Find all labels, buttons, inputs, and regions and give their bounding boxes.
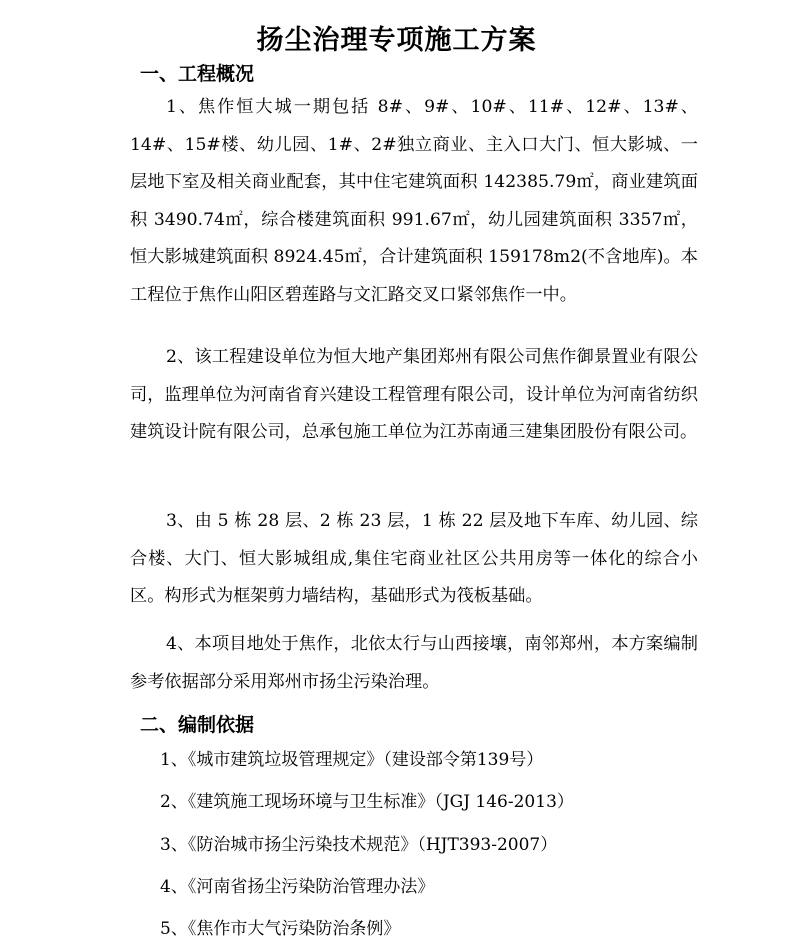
section-heading-basis: 二、编制依据 [140, 714, 255, 736]
overview-paragraph-1-text: 1、焦作恒大城一期包括 8#、9#、10#、11#、12#、13#、14#、15#楼、幼儿园、1#、2#独立商业、主入口大门、恒大影城、一层地下室及相关商业配套，其中住宅建筑面积 142385.79㎡，商业建筑面积 3490.74㎡，综合楼建筑面积 991.67㎡，幼儿园建筑面积 3357㎡，恒大影城建筑面积 8924.45㎡，合计建筑面积 159178m2(不含地库)。本工程位于焦作山阳区碧莲路与文汇路交叉口紧邻焦作一中。 [130, 97, 698, 305]
reference-item: 5、《焦作市大气污染防治条例》 [160, 919, 401, 940]
section-heading-overview: 一、工程概况 [140, 63, 255, 85]
reference-item: 1、《城市建筑垃圾管理规定》（建设部令第139号） [160, 750, 544, 770]
overview-paragraph-3-text: 3、由 5 栋 28 层、2 栋 23 层，1 栋 22 层及地下车库、幼儿园、综合楼、大门、恒大影城组成,集住宅商业社区公共用房等一体化的综合小区。构形式为框架剪力墙结构，基础形式为筏板基础。 [130, 511, 698, 606]
overview-paragraph-2-text: 2、该工程建设单位为恒大地产集团郑州有限公司焦作御景置业有限公司，监理单位为河南省育兴建设工程管理有限公司，设计单位为河南省纺织建筑设计院有限公司，总承包施工单位为江苏南通三建集团股份有限公司。 [130, 347, 698, 442]
reference-item: 4、《河南省扬尘污染防治管理办法》 [160, 876, 435, 897]
overview-paragraph-4 [130, 626, 698, 701]
overview-paragraph-4-text: 4、本项目地处于焦作，北依太行与山西接壤，南邻郑州，本方案编制参考依据部分采用郑州市扬尘污染治理。 [130, 634, 698, 692]
document-title: 扬尘治理专项施工方案 [256, 25, 537, 56]
overview-paragraph-1 [130, 89, 698, 314]
reference-item: 3、《防治城市扬尘污染技术规范》（HJT393-2007） [160, 834, 558, 855]
reference-item: 2、《建筑施工现场环境与卫生标准》（JGJ 146-2013） [160, 792, 574, 813]
overview-paragraph-2 [130, 339, 698, 452]
overview-paragraph-3 [130, 503, 698, 616]
reference-list [160, 739, 574, 950]
